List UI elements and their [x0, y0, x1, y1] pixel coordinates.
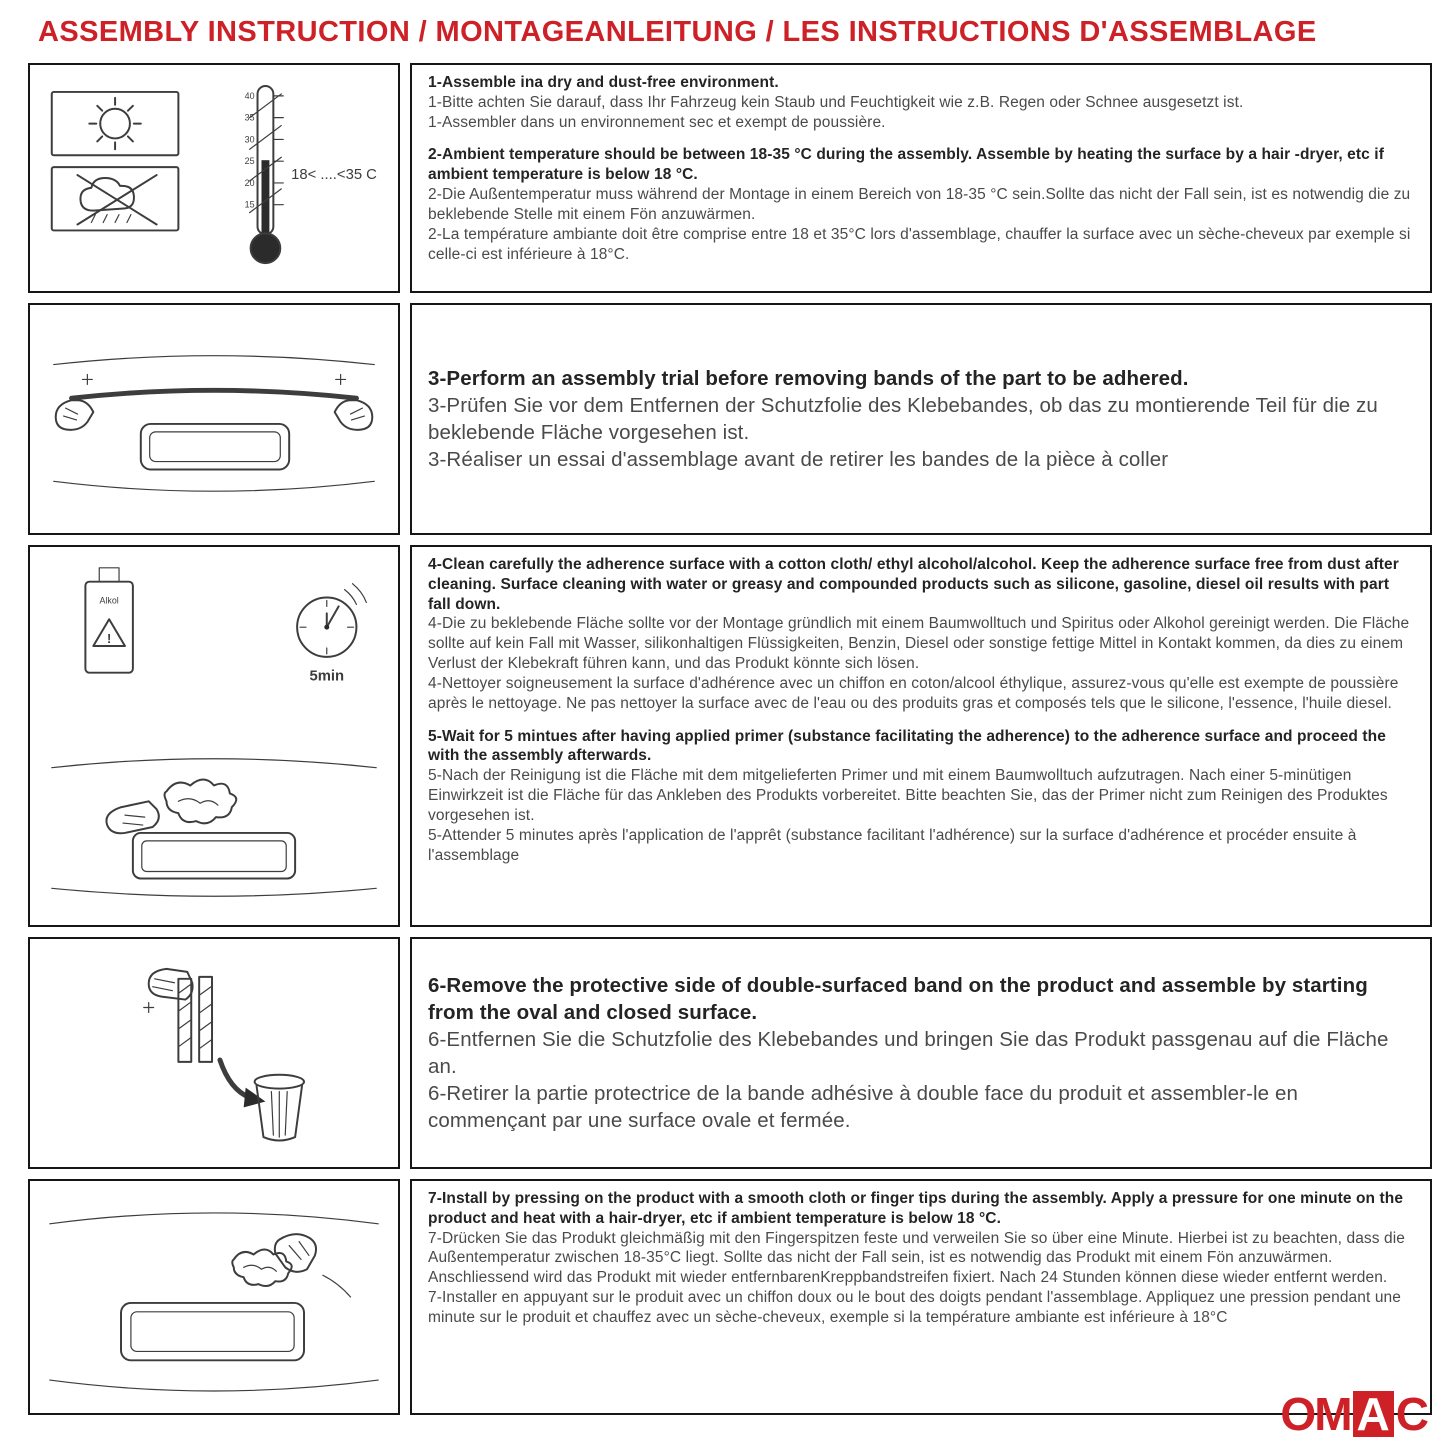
environment-illustration — [30, 65, 398, 291]
thermometer-tick-label: 15 — [244, 199, 255, 210]
wiping-hand-icon — [106, 801, 158, 833]
sparkle-icon — [144, 1003, 154, 1013]
band-strips-icon — [178, 977, 212, 1062]
bottle-label: Alkol — [99, 595, 119, 606]
right-hand-icon — [335, 400, 373, 430]
logo-letter-a: A — [1353, 1391, 1394, 1437]
instructions-steps-4-5 — [410, 545, 1432, 927]
thermometer-tick-label: 25 — [244, 156, 255, 167]
section-press — [28, 1179, 1432, 1415]
page-title: ASSEMBLY INSTRUCTION / MONTAGEANLEITUNG / LES INSTRUCTIONS D'ASSEMBLAGE — [38, 16, 1317, 48]
step-3-de: 3-Prüfen Sie vor dem Entfernen der Schutzfolie des Klebebandes, ob das zu montierende Teil für die zu beklebende Fläche vorgesehen ist. — [428, 393, 1378, 444]
figure-environment — [28, 63, 400, 293]
step-1-fr: 1-Assembler dans un environnement sec et exempt de poussière. — [428, 113, 886, 131]
step-3-fr: 3-Réaliser un essai d'assemblage avant de retirer les bandes de la pièce à coller — [428, 448, 1169, 472]
cleaning-illustration — [30, 547, 398, 925]
instructions-step-3 — [410, 303, 1432, 535]
step-2-en: 2-Ambient temperature should be between 18-35 °C during the assembly. Assemble by heating the surface by a hair -dryer, etc if ambient temperature is below 18 °C. — [428, 146, 1384, 184]
thermometer-tick-label: 35 — [244, 112, 255, 123]
step-1-de: 1-Bitte achten Sie darauf, dass Ihr Fahrzeug kein Staub und Feuchtigkeit wie z.B. Regen oder Schnee ausgesetzt ist. — [428, 93, 1244, 111]
press-illustration — [30, 1181, 398, 1413]
step-2-de: 2-Die Außentemperatur muss während der Montage in einem Bereich von 18-35 °C sein.Sollte das nicht der Fall sein, ist es notwendig die zu beklebende Stelle mit einem Fön anzuwärmen. — [428, 186, 1411, 223]
step-4-de: 4-Die zu beklebende Fläche sollte vor der Montage gründlich mit einem Baumwolltuch und Spiritus oder Alkohol gereinigt werden. Die Fläche sollte auf kein Fall mit Wasser, silikonhaltigen Flüssigkeiten, Benzin, Diesel oder sonstige fettige Mittel in Kontakt kommen, da dies zu einem Verlust der Klebekraft führen kann, und das Produkt könnte sich lösen. — [428, 615, 1410, 673]
step-6-fr: 6-Retirer la partie protectrice de la bande adhésive à double face du produit et assembler-le en commençant par une surface ovale et fermée. — [428, 1082, 1298, 1133]
figure-remove-band — [28, 937, 400, 1169]
thermometer-tick-label: 20 — [244, 177, 255, 188]
step-7-en: 7-Install by pressing on the product with a smooth cloth or finger tips during the assembly. Apply a pressure for one minute on the product and heat with a hair-dryer, etc if ambient temperature is below 18 °C. — [428, 1190, 1404, 1227]
step-2-fr: 2-La température ambiante doit être comprise entre 18 et 35°C lors d'assemblage, chauffer la surface avec un sèche-cheveux par exemple si celle-ci est inférieure à 18°C. — [428, 225, 1411, 263]
figure-assembly-trial — [28, 303, 400, 535]
trim-band-icon — [72, 390, 357, 398]
section-environment — [28, 63, 1432, 293]
step-7-de: 7-Drücken Sie das Produkt gleichmäßig mit den Fingerspitzen feste und verweilen Sie so über eine Minute. Hierbei ist zu beachten, dass die Außentemperatur zwischen 18-35°C liegt. Sollte das nicht der Fall sein, ist es notwendig das Produkt mit einem Fön anzuwärmen. Anschliessend wird das Produkt mit wieder entfernbarenKreppbandstreifen fixiert. Nach 24 Stunden können diese wieder entfernt werden. — [428, 1229, 1406, 1287]
plate-recess-icon — [121, 1303, 304, 1360]
cloth-icon — [232, 1250, 291, 1287]
step-3-en: 3-Perform an assembly trial before removing bands of the part to be adhered. — [428, 366, 1189, 390]
trial-fit-illustration — [30, 305, 398, 533]
figure-press — [28, 1179, 400, 1415]
step-4-fr: 4-Nettoyer soigneusement la surface d'adhérence avec un chiffon en coton/alcool éthylique, assurez-vous qu'elle est exempte de poussière après le nettoyage. Ne pas nettoyer la surface avec de l'eau ou des produits gras et composés tels que le silicone, l'essence, l'huile diesel. — [428, 674, 1399, 712]
cloth-icon — [165, 780, 237, 824]
instructions-step-7 — [410, 1179, 1432, 1415]
step-7-fr: 7-Installer en appuyant sur le produit avec un chiffon doux ou le bout des doigts pendant l'assemblage. Appliquez une pression pendant une minute sur le produit et chauffez avec un sèche-cheveux, exemple si la température ambiante est inférieure à 18°C — [428, 1289, 1401, 1326]
peel-band-illustration — [30, 939, 398, 1167]
thermometer-tick-label: 40 — [244, 90, 255, 101]
logo-letter-m: M — [1314, 1388, 1351, 1440]
section-assembly-trial — [28, 303, 1432, 535]
step-5-en: 5-Wait for 5 mintues after having applied primer (substance facilitating the adherence) to the adherence surface and proceed the with the assembly afterwards. — [428, 727, 1386, 765]
instructions-steps-1-2 — [410, 63, 1432, 293]
step-6-de: 6-Entfernen Sie die Schutzfolie des Klebebandes und bringen Sie das Produkt passgenau auf die Fläche an. — [428, 1027, 1389, 1078]
sun-icon — [52, 92, 179, 155]
thermometer-tick-label: 30 — [244, 134, 255, 145]
instructions-step-6 — [410, 937, 1432, 1169]
section-remove-band — [28, 937, 1432, 1169]
peeling-hand-icon — [149, 969, 193, 1000]
trash-can-icon — [255, 1075, 304, 1141]
thermometer-range-label: 18< ....<35 C — [291, 166, 377, 183]
step-6-en: 6-Remove the protective side of double-surfaced band on the product and assemble by starting from the oval and closed surface. — [428, 973, 1368, 1024]
section-cleaning — [28, 545, 1432, 927]
warning-exclamation: ! — [106, 631, 112, 647]
omac-logo — [1280, 1388, 1427, 1440]
left-hand-icon — [56, 400, 94, 430]
no-rain-icon — [52, 167, 179, 230]
plate-recess-icon — [141, 424, 289, 470]
logo-letter-o: O — [1280, 1388, 1315, 1440]
logo-letter-c: C — [1395, 1388, 1427, 1440]
thermometer-icon — [245, 86, 378, 263]
alcohol-bottle-icon — [85, 568, 132, 673]
motion-line-icon — [323, 1275, 351, 1297]
step-1-en: 1-Assemble ina dry and dust-free environment. — [428, 74, 779, 91]
step-5-de: 5-Nach der Reinigung ist die Fläche mit dem mitgelieferten Primer und mit einem Baumwolltuch aufzutragen. Nach einer 5-minütigen Einwirkzeit ist die Fläche für das Ankleben des Produkts vorbereitet. Bitte beachten Sie, das der Primer nicht zum Reinigen des Produktes vorgesehen ist. — [428, 767, 1388, 824]
clock-icon — [297, 584, 366, 685]
wait-time-label: 5min — [309, 668, 345, 685]
step-4-en: 4-Clean carefully the adherence surface with a cotton cloth/ ethyl alcohol/alcohol. Keep the adherence surface free from dust after cleaning. Surface cleaning with water or greasy and compounded products such as silicone, gasoline, diesel oil results with part fall down. — [428, 556, 1399, 613]
figure-cleaning — [28, 545, 400, 927]
sparkle-icon — [82, 374, 345, 384]
wiping-surface-icon — [52, 759, 376, 897]
step-5-fr: 5-Attender 5 minutes après l'application de l'apprêt (substance facilitant l'adhérence) sur la surface d'adhérence et procéder ensuite à l'assemblage — [428, 826, 1357, 864]
